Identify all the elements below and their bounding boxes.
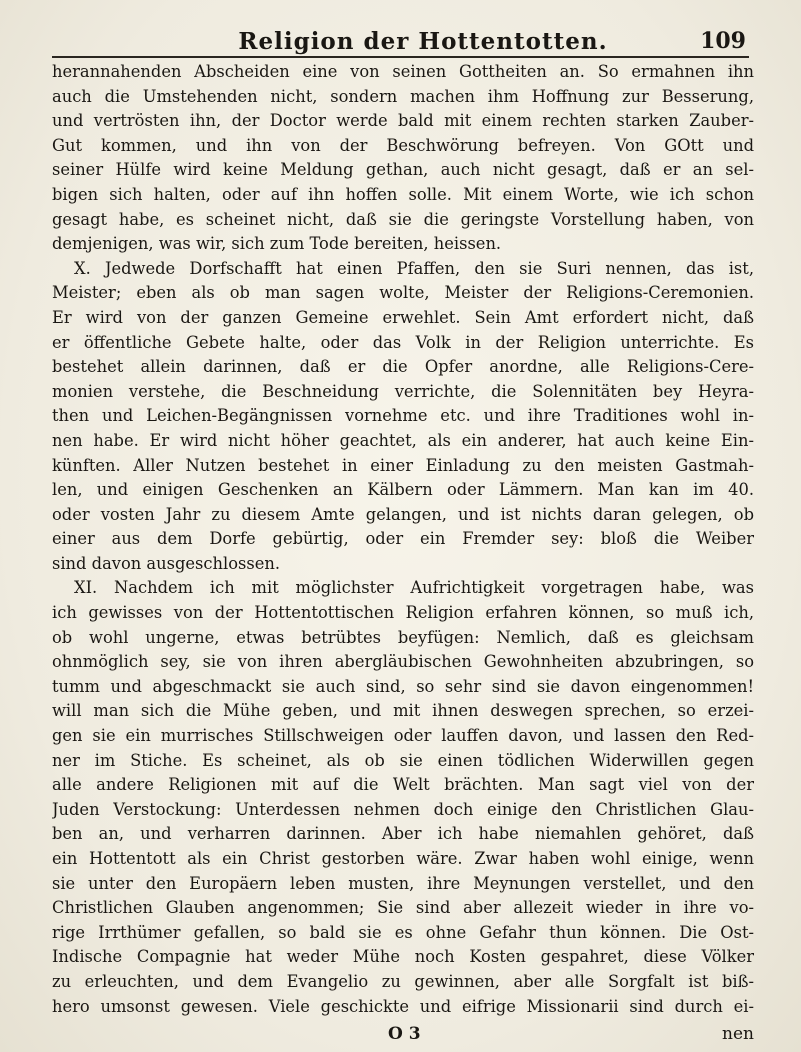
text-line: ohnmöglich sey, sie von ihren abergläubischen Gewohnheiten abzubringen, so — [52, 652, 754, 672]
text-line: ich gewisses von der Hottentottischen Religion erfahren können, so muß ich, — [52, 603, 754, 623]
text-line: Gut kommen, und ihn von der Beschwörung befreyen. Von GOtt und — [52, 135, 754, 155]
catchline — [52, 1022, 754, 1046]
text-line: und vertrösten ihn, der Doctor werde bald mit einem rechten starken Zauber- — [52, 111, 754, 131]
text-line: seiner Hülfe wird keine Meldung gethan, auch nicht gesagt, daß er an sel- — [52, 160, 754, 180]
text-line: then und Leichen-Begängnissen vornehme etc. und ihre Traditiones wohl in- — [52, 406, 754, 426]
text-line: monien verstehe, die Beschneidung verrichte, die Solennitäten bey Heyra- — [52, 381, 754, 401]
text-line: Christlichen Glauben angenommen; Sie sind aber allezeit wieder in ihre vo- — [52, 898, 754, 918]
header-rule — [52, 56, 749, 58]
text-line: demjenigen, was wir, sich zum Tode bereiten, heissen. — [52, 234, 502, 254]
text-line: gesagt habe, es scheinet nicht, daß sie die geringste Vorstellung haben, von — [52, 209, 754, 229]
text-line: bigen sich halten, oder auf ihn hoffen solle. Mit einem Worte, wie ich schon — [52, 184, 754, 204]
text-line: künften. Aller Nutzen bestehet in einer Einladung zu den meisten Gastmah- — [52, 455, 754, 475]
text-line: X. Jedwede Dorfschafft hat einen Pfaffen, den sie Suri nennen, das ist, — [74, 258, 754, 278]
text-line: len, und einigen Geschenken an Kälbern oder Lämmern. Man kan im 40. — [52, 480, 754, 500]
body-text — [52, 60, 754, 1019]
text-line: Meister; eben als ob man sagen wolte, Meister der Religions-Ceremonien. — [52, 283, 754, 303]
text-line: rige Irrthümer gefallen, so bald sie es ohne Gefahr thun können. Die Ost- — [52, 922, 754, 942]
text-line: er öffentliche Gebete halte, oder das Volk in der Religion unterrichte. Es — [52, 332, 754, 352]
text-line: ner im Stiche. Es scheinet, als ob sie einen tödlichen Widerwillen gegen — [52, 750, 754, 770]
running-head-title: Religion der Hottentotten. — [238, 28, 608, 55]
text-line: herannahenden Abscheiden eine von seinen Gottheiten an. So ermahnen ihn — [52, 62, 754, 81]
text-line: bestehet allein darinnen, daß er die Opfer anordne, alle Religions-Cere- — [52, 357, 754, 377]
text-line: gen sie ein murrisches Stillschweigen oder lauffen davon, und lassen den Red- — [52, 726, 754, 746]
text-line: einer aus dem Dorfe gebürtig, oder ein Fremder sey: bloß die Weiber — [52, 529, 754, 549]
text-line: sie unter den Europäern leben musten, ihre Meynungen verstellet, und den — [52, 873, 754, 893]
text-line: Er wird von der ganzen Gemeine erwehlet. Sein Amt erfordert nicht, daß — [52, 307, 754, 327]
text-line: Indische Compagnie hat weder Mühe noch Kosten gespahret, diese Völker — [52, 947, 754, 967]
text-line: oder vosten Jahr zu diesem Amte gelangen, und ist nichts daran gelegen, ob — [52, 504, 754, 524]
text-line: Juden Verstockung: Unterdessen nehmen doch einige den Christlichen Glau- — [52, 799, 754, 819]
text-line: sind davon ausgeschlossen. — [52, 553, 281, 573]
catchword: nen — [722, 1024, 754, 1044]
text-line: alle andere Religionen mit auf die Welt brächten. Man sagt viel von der — [52, 775, 754, 795]
text-line: XI. Nachdem ich mit möglichster Aufrichtigkeit vorgetragen habe, was — [74, 578, 754, 598]
text-line: ob wohl ungerne, etwas betrübtes beyfügen: Nemlich, daß es gleichsam — [52, 627, 754, 647]
text-line: ben an, und verharren darinnen. Aber ich habe niemahlen gehöret, daß — [52, 824, 754, 844]
text-line: tumm und abgeschmackt sie auch sind, so sehr sind sie davon eingenommen! — [52, 676, 754, 696]
text-line: will man sich die Mühe geben, und mit ihnen deswegen sprechen, so erzei- — [52, 701, 754, 721]
text-line: ein Hottentott als ein Christ gestorben wäre. Zwar haben wohl einige, wenn — [52, 849, 754, 868]
page-number: 109 — [700, 28, 746, 54]
text-line: auch die Umstehenden nicht, sondern machen ihm Hoffnung zur Besserung, — [52, 86, 754, 106]
text-line: hero umsonst gewesen. Viele geschickte und eifrige Missionarii sind durch ei- — [52, 996, 754, 1016]
signature-mark: O 3 — [388, 1024, 421, 1044]
text-line: zu erleuchten, und dem Evangelio zu gewinnen, aber alle Sorgfalt ist biß- — [52, 971, 754, 991]
text-line: nen habe. Er wird nicht höher geachtet, als ein anderer, hat auch keine Ein- — [52, 430, 754, 450]
